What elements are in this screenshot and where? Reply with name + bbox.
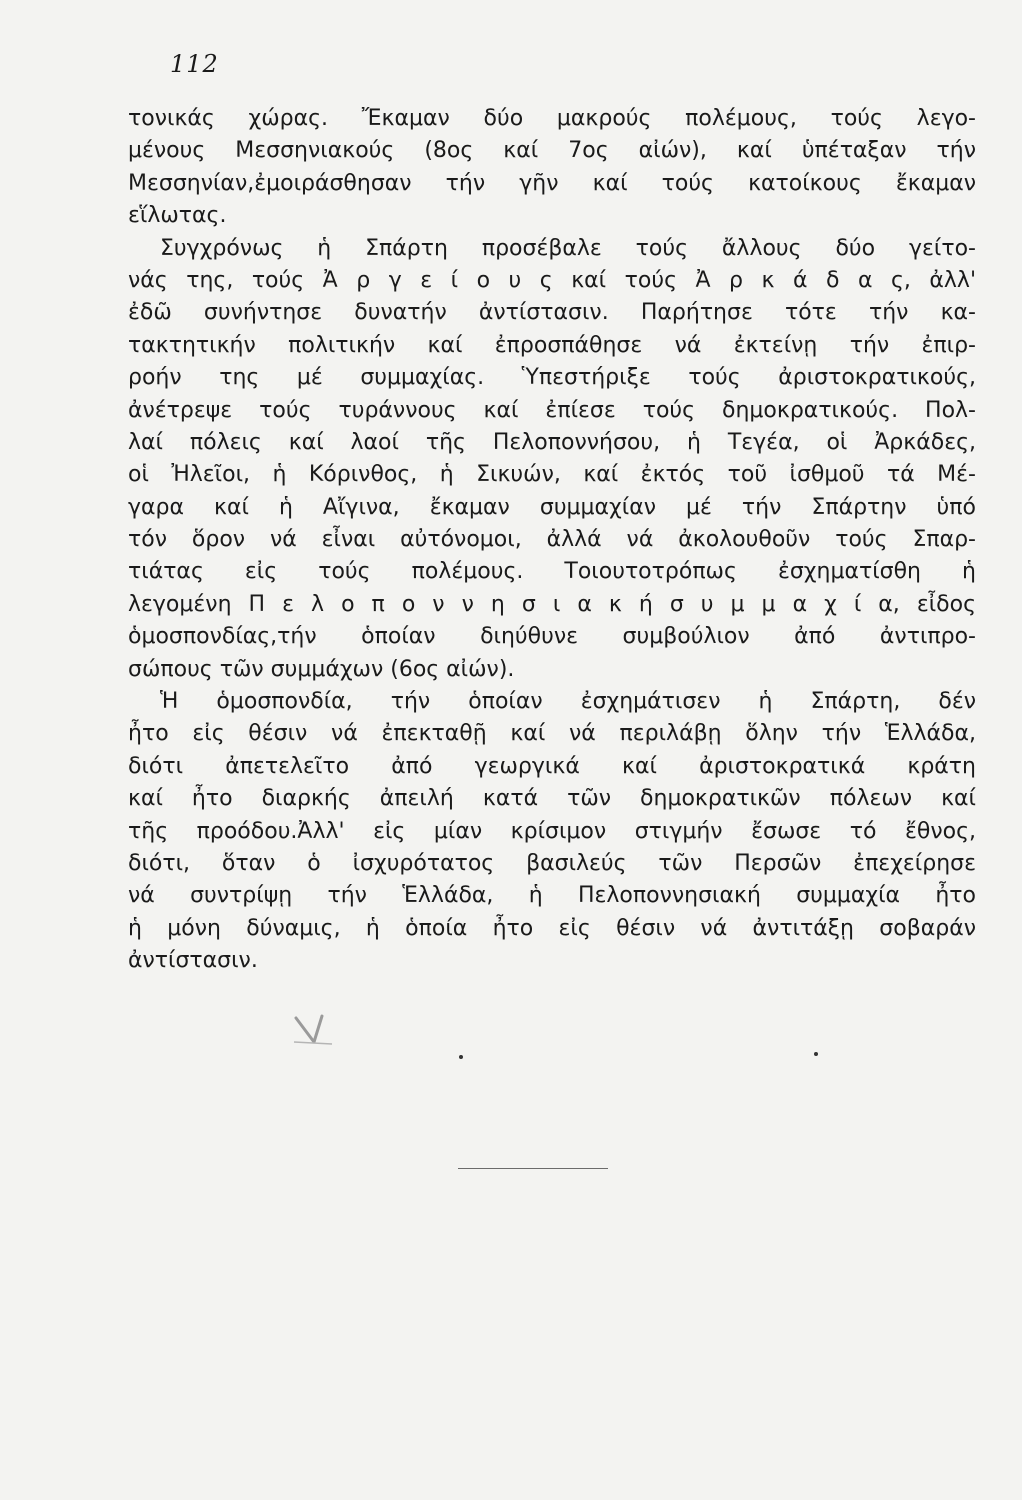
text-line: διότι, ὅταν ὁ ἰσχυρότατος βασιλεύς τῶν Περσῶν ἐπεχείρησε xyxy=(128,850,976,876)
text-line: οἱ Ἠλεῖοι, ἡ Κόρινθος, ἡ Σικυών, καί ἐκτός τοῦ ἰσθμοῦ τά Μέ- xyxy=(128,462,976,488)
text-line: νά συντρίψῃ τήν Ἑλλάδα, ἡ Πελοποννησιακή συμμαχία ἦτο xyxy=(128,883,976,909)
page-number: 112 xyxy=(170,50,219,78)
pencil-check-mark xyxy=(292,1012,340,1048)
body-text xyxy=(128,103,976,978)
text-line: ροήν της μέ συμμαχίας. Ὑπεστήριξε τούς ἀριστοκρατικούς, xyxy=(128,365,976,391)
text-line: τῆς προόδου.Ἀλλ' εἰς μίαν κρίσιμον στιγμήν ἔσωσε τό ἔθνος, xyxy=(128,818,976,844)
text-line: ἀντίστασιν. xyxy=(128,948,258,974)
text-line: λαί πόλεις καί λαοί τῆς Πελοποννήσου, ἡ Τεγέα, οἱ Ἀρκάδες, xyxy=(128,429,976,455)
text-line: τονικάς χώρας. Ἔκαμαν δύο μακρούς πολέμους, τούς λεγο- xyxy=(128,106,976,131)
text-line: λεγομένη Π ε λ ο π ο ν ν η σ ι α κ ή σ υ μ μ α χ ί α, εἶδος xyxy=(128,591,976,617)
ink-speck xyxy=(814,1052,818,1056)
section-divider xyxy=(458,1168,608,1169)
paragraph-start-line: Συγχρόνως ἡ Σπάρτη προσέβαλε τούς ἄλλους δύο γείτο- xyxy=(160,235,976,261)
text-line: μένους Μεσσηνιακούς (8ος καί 7ος αἰών), καί ὑπέταξαν τήν xyxy=(128,138,976,164)
text-line: νάς της, τούς Ἀ ρ γ ε ί ο υ ς καί τούς Ἀ ρ κ ά δ α ς, ἀλλ' xyxy=(128,267,976,293)
text-line: ἐδῶ συνήντησε δυνατήν ἀντίστασιν. Παρήτησε τότε τήν κα- xyxy=(128,300,976,326)
text-line: διότι ἀπετελεῖτο ἀπό γεωργικά καί ἀριστοκρατικά κράτη xyxy=(128,753,976,779)
text-line: ἦτο εἰς θέσιν νά ἐπεκταθῇ καί νά περιλάβῃ ὅλην τήν Ἑλλάδα, xyxy=(128,721,976,747)
text-line: Μεσσηνίαν,ἐμοιράσθησαν τήν γῆν καί τούς κατοίκους ἔκαμαν xyxy=(128,170,976,196)
text-line: εἵλωτας. xyxy=(128,203,227,229)
ink-speck xyxy=(459,1055,463,1059)
paragraph-start-line: Ἡ ὁμοσπονδία, τήν ὁποίαν ἐσχημάτισεν ἡ Σπάρτη, δέν xyxy=(160,689,976,715)
text-line: τακτητικήν πολιτικήν καί ἐπροσπάθησε νά ἐκτείνῃ τήν ἐπιρ- xyxy=(128,332,976,358)
text-line: ἡ μόνη δύναμις, ἡ ὁποία ἦτο εἰς θέσιν νά ἀντιτάξῃ σοβαράν xyxy=(128,915,976,941)
text-line: σώπους τῶν συμμάχων (6ος αἰών). xyxy=(128,656,515,682)
text-line: ἀνέτρεψε τούς τυράννους καί ἐπίεσε τούς δημοκρατικούς. Πολ- xyxy=(128,397,976,423)
text-line: ὁμοσπονδίας,τήν ὁποίαν διηύθυνε συμβούλιον ἀπό ἀντιπρο- xyxy=(128,624,976,650)
text-line: τόν ὅρον νά εἶναι αὐτόνομοι, ἀλλά νά ἀκολουθοῦν τούς Σπαρ- xyxy=(128,527,976,553)
text-line: τιάτας εἰς τούς πολέμους. Τοιουτοτρόπως ἐσχηματίσθη ἡ xyxy=(128,559,976,585)
text-line: γαρα καί ἡ Αἴγινα, ἔκαμαν συμμαχίαν μέ τήν Σπάρτην ὑπό xyxy=(128,494,976,520)
text-line: καί ἦτο διαρκής ἀπειλή κατά τῶν δημοκρατικῶν πόλεων καί xyxy=(128,786,976,812)
